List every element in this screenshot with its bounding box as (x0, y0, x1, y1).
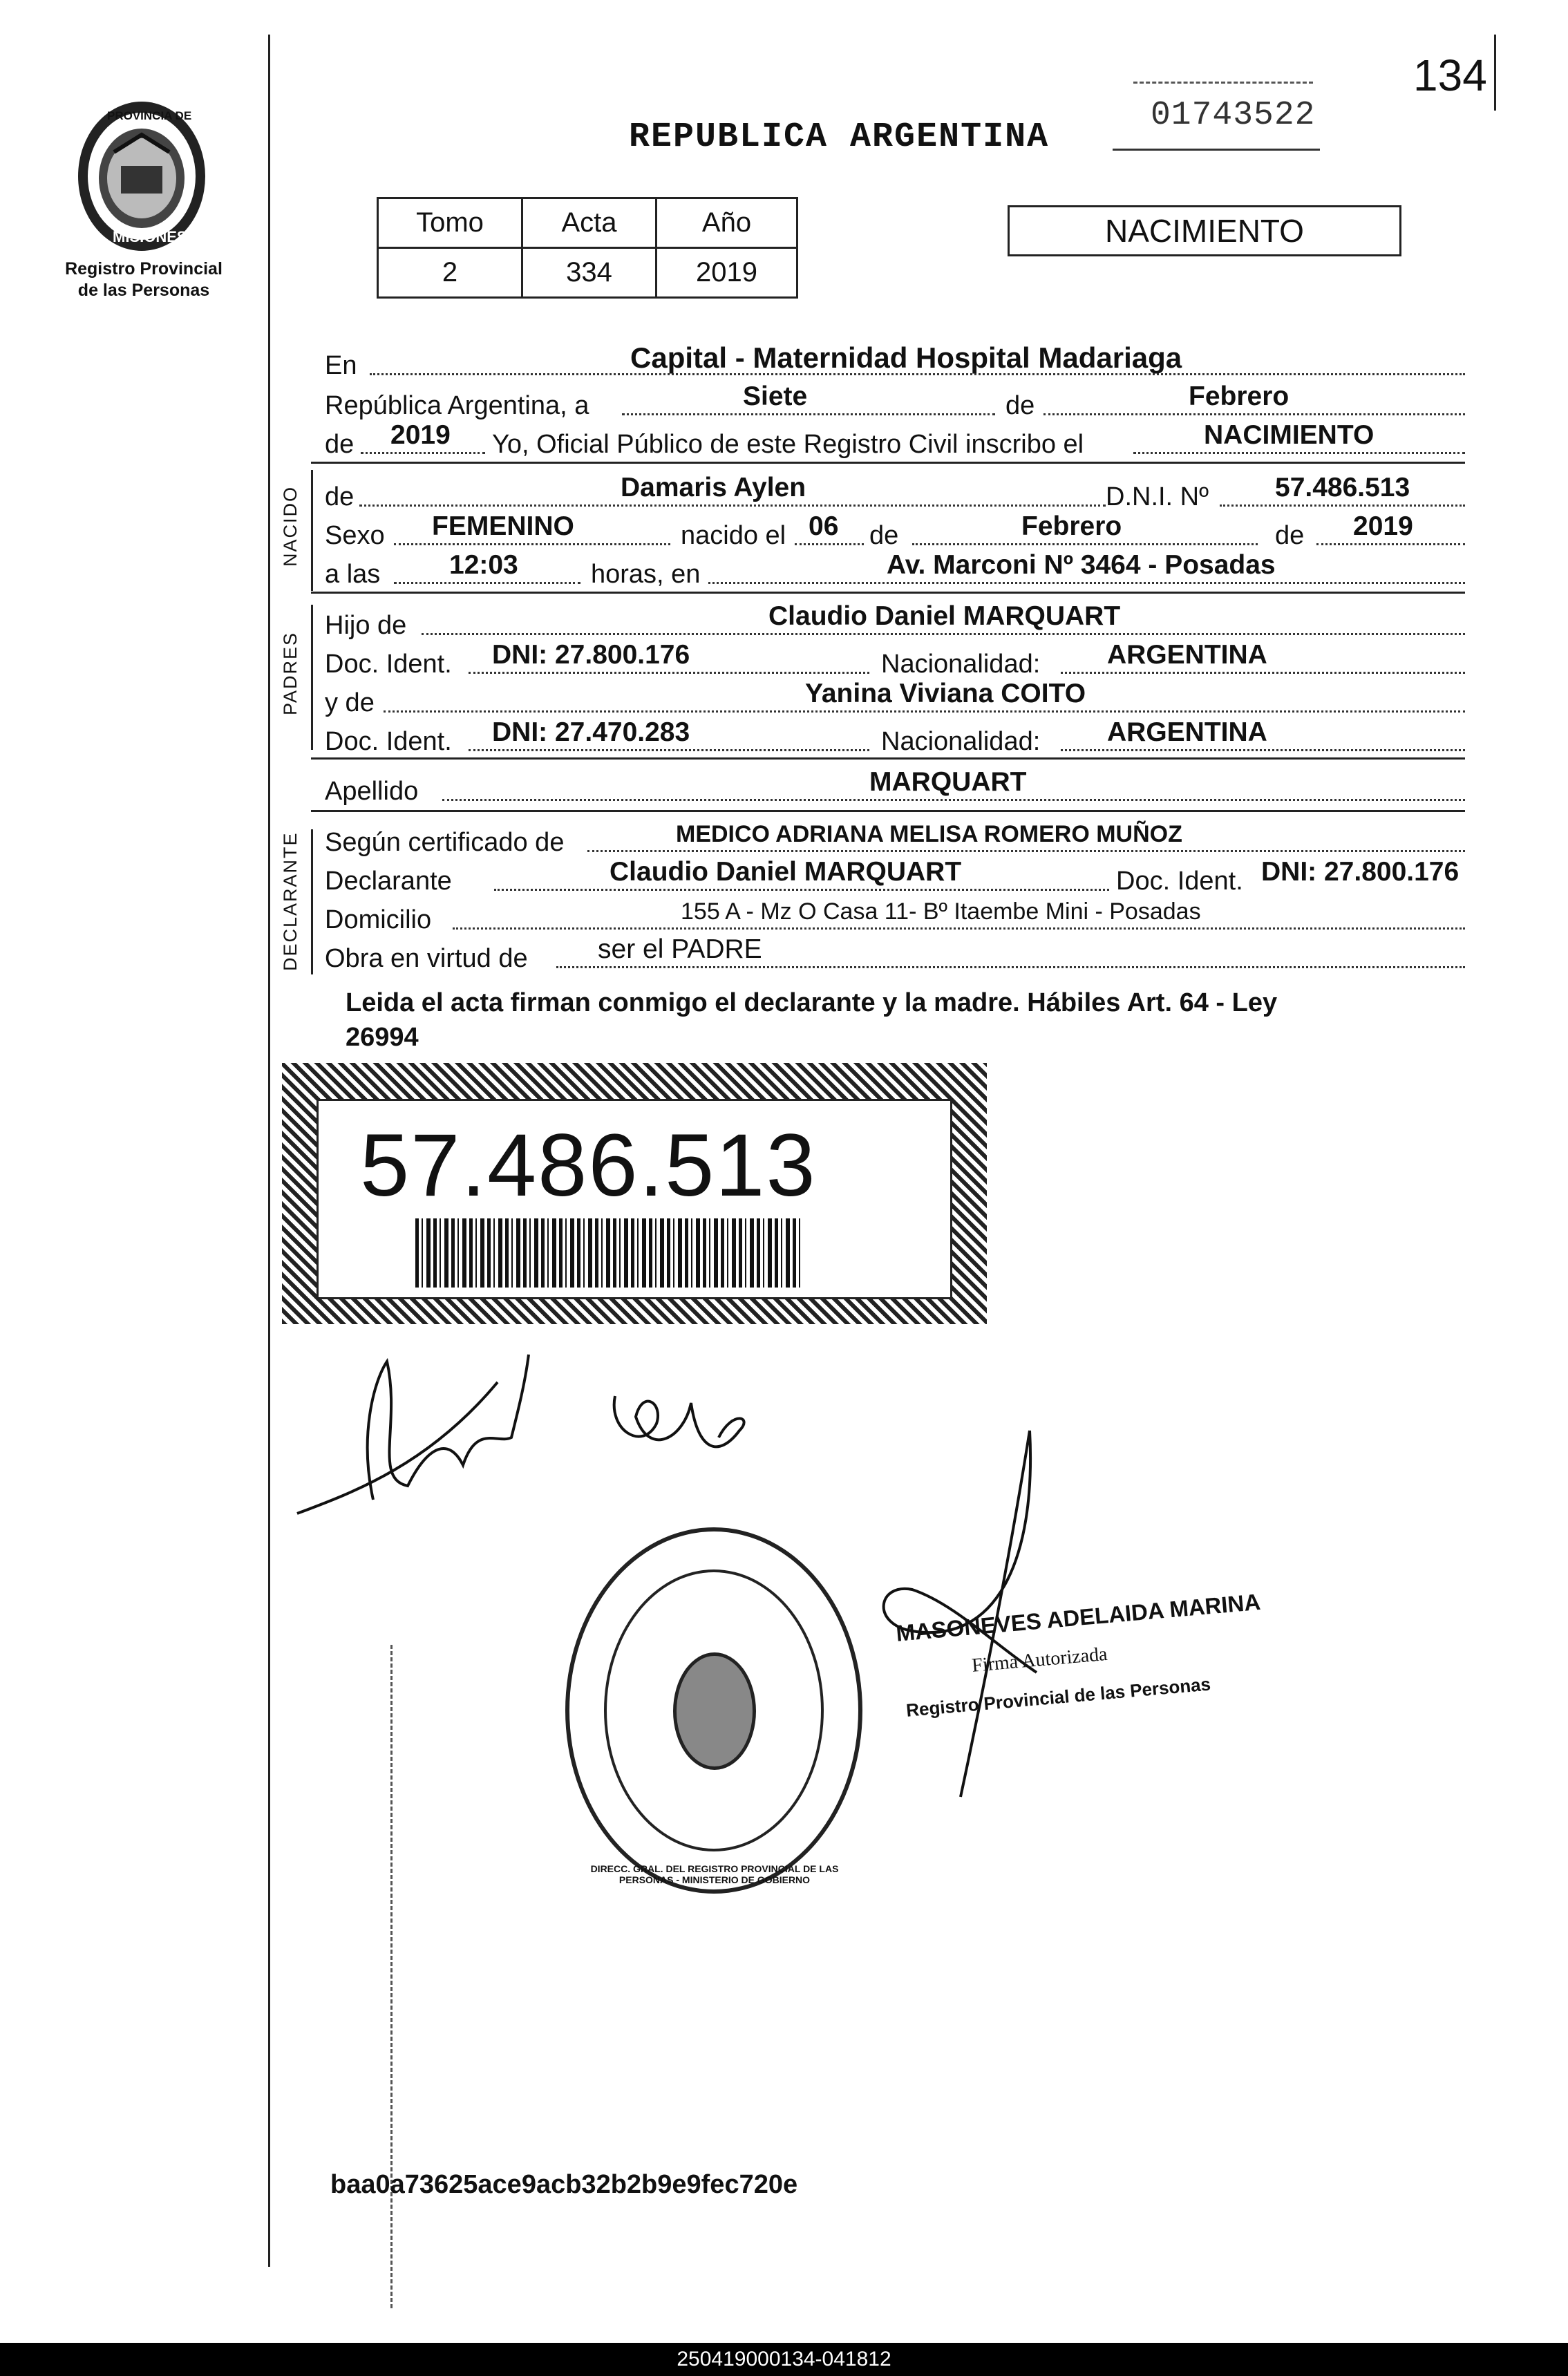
mother-nat-dots (1061, 749, 1465, 751)
apellido-value: MARQUART (869, 767, 1027, 797)
seal-text: DIRECC. GRAL. DEL REGISTRO PROVINCIAL DE LAS PERSONAS - MINISTERIO DE GOBIERNO (590, 1863, 839, 1885)
birth-year: 2019 (1353, 511, 1413, 541)
nacido-label: NACIDO (280, 485, 301, 567)
declarante-label: DECLARANTE (280, 831, 301, 971)
footer-code: 250419000134-041812 (677, 2348, 891, 2370)
nacido-rule (311, 592, 1465, 594)
padres-bracket (311, 605, 313, 750)
father-doc: DNI: 27.800.176 (492, 640, 690, 670)
mother-doc: DNI: 27.470.283 (492, 717, 690, 747)
decl-dots (494, 889, 1109, 891)
apellido-rule (311, 810, 1465, 812)
apellido-label: Apellido (325, 777, 419, 806)
birth-day: 06 (809, 511, 839, 541)
padres-rule (311, 757, 1465, 760)
serial-overline (1133, 82, 1313, 84)
registry-caption-line1: Registro Provincial (65, 259, 223, 279)
father-name: Claudio Daniel MARQUART (768, 601, 1121, 631)
hours-label: horas, en (591, 560, 701, 589)
dom-label: Domicilio (325, 905, 432, 934)
obra-label: Obra en virtud de (325, 944, 528, 973)
registry-logo (73, 97, 211, 256)
month-dots (1043, 413, 1465, 415)
domicilio-value: 155 A - Mz O Casa 11- Bº Itaembe Mini - Posadas (681, 898, 1201, 925)
birth-de-label2: de (1275, 521, 1305, 550)
bday-dots (795, 543, 864, 545)
father-nat-dots (1061, 672, 1465, 674)
declarante-bracket (311, 829, 313, 974)
officer-name: MASONEVES ADELAIDA MARINA (895, 1588, 1262, 1646)
padres-label: PADRES (280, 631, 301, 715)
header-title: REPUBLICA ARGENTINA (629, 117, 1050, 157)
mother-nat: ARGENTINA (1107, 717, 1267, 747)
closing-text-line2: 26994 (346, 1023, 419, 1052)
mother-doc-dots (469, 749, 869, 751)
ano-header: Año (657, 198, 797, 248)
margin-line (268, 35, 270, 2267)
logo-bottom-text: MISIONES (113, 228, 187, 245)
statement-text: Yo, Oficial Público de este Registro Civil inscribo el (492, 430, 1084, 459)
margin-guide (390, 1645, 393, 2308)
barcode (415, 1218, 802, 1288)
time-label: a las (325, 560, 381, 589)
mother-name: Yanina Viviana COITO (805, 679, 1086, 708)
official-seal (565, 1527, 862, 1894)
child-name: Damaris Aylen (621, 473, 806, 502)
time-dots (394, 582, 580, 584)
year-dots (361, 452, 485, 454)
year-value: 2019 (390, 420, 451, 450)
serial-underline (1113, 149, 1320, 151)
dni-dots (1220, 505, 1465, 507)
month-value: Febrero (1189, 381, 1290, 411)
born-label: nacido el (681, 521, 786, 550)
mother-nat-label: Nacionalidad: (881, 727, 1041, 756)
bmonth-dots (912, 543, 1258, 545)
tomo-value: 2 (378, 248, 522, 298)
signature-madre (601, 1375, 760, 1472)
logo-top-text: PROVINCIA DE (107, 109, 192, 122)
closing-text-line1: Leida el acta firman conmigo el declarante y la madre. Hábiles Art. 64 - Ley (346, 988, 1278, 1017)
birth-address: Av. Marconi Nº 3464 - Posadas (887, 550, 1276, 580)
header-rule (311, 462, 1465, 464)
father-doc-label: Doc. Ident. (325, 650, 452, 679)
footer-bar (0, 2343, 1568, 2376)
country-label: República Argentina, a (325, 391, 589, 420)
mother-dots (384, 710, 1465, 713)
apellido-dots (442, 799, 1465, 801)
de-label: de (1005, 391, 1035, 420)
decl-doc: DNI: 27.800.176 (1261, 857, 1460, 887)
ano-value: 2019 (657, 248, 797, 298)
yde-label: y de (325, 688, 375, 717)
dni-sticker-number: 57.486.513 (360, 1116, 817, 1215)
child-dni: 57.486.513 (1275, 473, 1410, 502)
page-number: 134 (1413, 50, 1487, 100)
record-table (377, 197, 798, 299)
tomo-header: Tomo (378, 198, 522, 248)
father-dots (422, 633, 1465, 635)
byear-dots (1316, 543, 1465, 545)
acta-value: 334 (522, 248, 657, 298)
nacido-de-label: de (325, 482, 355, 511)
father-nat-label: Nacionalidad: (881, 650, 1041, 679)
nacido-bracket (311, 470, 313, 591)
decl-doc-label: Doc. Ident. (1116, 867, 1243, 896)
sexo-label: Sexo (325, 521, 385, 550)
birth-de-label: de (869, 521, 899, 550)
serial-stamp: 01743522 (1151, 97, 1316, 134)
event-value: NACIMIENTO (1204, 420, 1375, 450)
place-value: Capital - Maternidad Hospital Madariaga (630, 341, 1182, 374)
day-dots (622, 413, 995, 415)
acta-header: Acta (522, 198, 657, 248)
mother-doc-label: Doc. Ident. (325, 727, 452, 756)
dni-label: D.N.I. Nº (1106, 482, 1209, 511)
event-dots (1133, 452, 1465, 454)
officer-org: Registro Provincial de las Personas (905, 1673, 1212, 1721)
dom-dots (453, 927, 1465, 930)
name-dots (359, 505, 1106, 507)
birth-month: Febrero (1021, 511, 1122, 541)
page-right-border (1494, 35, 1496, 111)
obra-dots (556, 966, 1465, 968)
hijo-label: Hijo de (325, 611, 407, 640)
de2-label: de (325, 430, 355, 459)
father-nat: ARGENTINA (1107, 640, 1267, 670)
day-value: Siete (743, 381, 808, 411)
address-dots (708, 582, 1465, 584)
officer-title: Firma Autorizada (971, 1643, 1108, 1677)
place-label: En (325, 351, 357, 380)
cert-dots (587, 850, 1465, 852)
birth-time: 12:03 (449, 550, 518, 580)
dni-sticker-inner (317, 1099, 952, 1299)
sexo-value: FEMENINO (432, 511, 574, 541)
decl-label: Declarante (325, 867, 452, 896)
cert-value: MEDICO ADRIANA MELISA ROMERO MUÑOZ (676, 821, 1182, 847)
obra-value: ser el PADRE (598, 934, 762, 964)
father-doc-dots (469, 672, 869, 674)
cert-label: Según certificado de (325, 828, 565, 857)
document-hash: baa0a73625ace9acb32b2b9e9fec720e (330, 2170, 798, 2199)
registry-caption-line2: de las Personas (77, 281, 210, 300)
record-type-box: NACIMIENTO (1008, 205, 1401, 256)
dni-sticker (282, 1063, 987, 1324)
decl-name: Claudio Daniel MARQUART (610, 857, 962, 887)
signature-declarante (290, 1341, 553, 1527)
sexo-dots (394, 543, 670, 545)
seal-emblem (673, 1652, 756, 1770)
